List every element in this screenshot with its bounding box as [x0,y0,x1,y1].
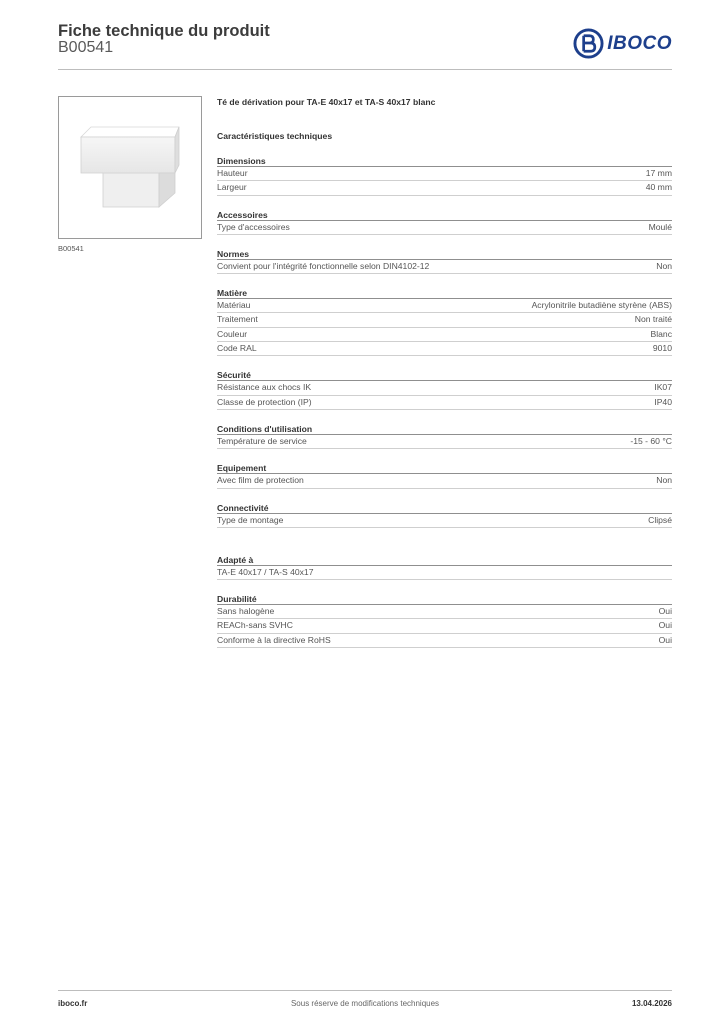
spec-value: Non traité [634,314,672,325]
logo-text: IBOCO [607,32,672,54]
section-durabilite [217,593,672,648]
spec-row [217,167,672,181]
product-reference: B00541 [58,39,114,56]
spec-label: Couleur [217,328,248,339]
section-securite [217,369,672,410]
section-equipement [217,462,672,488]
document-date: 13.04.2026 [631,999,672,1008]
spec-value: Moulé [648,221,672,232]
spec-label: TA-E 40x17 / TA-S 40x17 [217,566,314,577]
spec-label: Matériau [217,300,251,311]
spec-row [217,260,672,274]
spec-value: Non [656,475,672,486]
section-title: Accessoires [217,209,672,221]
spec-row [217,221,672,235]
section-title: Matière [217,287,672,299]
spec-label: Largeur [217,182,247,193]
spec-label: Température de service [217,435,307,446]
section-connectivite [217,502,672,528]
spec-row [217,435,672,449]
disclaimer-text: Sous réserve de modifications techniques [290,999,440,1008]
page-header [58,20,672,70]
iboco-logo [573,28,672,59]
page-title: Fiche technique du produit [58,22,270,40]
characteristics-heading: Caractéristiques techniques [217,131,333,141]
spec-label: Sans halogène [217,606,275,617]
spec-row [217,396,672,410]
spec-row [217,313,672,327]
product-photo-icon [59,97,201,238]
spec-row [217,381,672,395]
spec-label: Type d'accessoires [217,221,290,232]
spec-value: Oui [658,634,672,645]
spec-row [217,181,672,195]
website-link[interactable]: iboco.fr [58,999,88,1008]
section-conditions [217,423,672,449]
spec-row [217,299,672,313]
section-title: Connectivité [217,502,672,514]
iboco-logo-icon [573,28,604,59]
spec-row [217,605,672,619]
spec-value: 9010 [652,343,672,354]
spec-value: Acrylonitrile butadiène styrène (ABS) [531,300,672,311]
section-title: Equipement [217,462,672,474]
spec-row [217,514,672,528]
spec-label: Convient pour l'intégrité fonctionnelle selon DIN4102-12 [217,260,430,271]
page-footer [58,990,672,1008]
spec-label: Code RAL [217,343,257,354]
spec-value: 40 mm [645,182,672,193]
spec-label: Conforme à la directive RoHS [217,634,331,645]
section-dimensions [217,155,672,196]
spec-value: IK07 [654,382,672,393]
spec-value: Oui [658,606,672,617]
spec-label: Hauteur [217,168,248,178]
spec-label: Résistance aux chocs IK [217,382,312,393]
section-title: Dimensions [217,155,672,167]
section-matiere [217,287,672,356]
spec-row [217,566,672,580]
section-title: Sécurité [217,369,672,381]
spec-content [217,96,672,648]
spec-value: 17 mm [645,168,672,178]
spec-row [217,634,672,648]
product-name: Té de dérivation pour TA-E 40x17 et TA-S 40x17 blanc [217,97,436,107]
spec-row [217,619,672,633]
section-accessoires [217,209,672,235]
spec-row [217,328,672,342]
spec-value: Oui [658,620,672,631]
spec-value: Non [656,260,672,271]
section-title: Normes [217,248,672,260]
image-caption: B00541 [58,244,84,253]
section-normes [217,248,672,274]
spec-row [217,474,672,488]
spec-label: Traitement [217,314,258,325]
spec-row [217,342,672,356]
spec-label: Classe de protection (IP) [217,396,312,407]
section-title: Conditions d'utilisation [217,423,672,435]
section-title: Durabilité [217,593,672,605]
spec-value: -15 - 60 °C [630,435,672,446]
section-title: Adapté à [217,554,672,566]
product-image-frame [58,96,202,239]
spec-value: Clipsé [648,514,672,525]
spec-label: Avec film de protection [217,475,304,486]
spec-value: IP40 [654,396,672,407]
spec-label: Type de montage [217,514,284,525]
spec-label: REACh-sans SVHC [217,620,293,631]
spec-value: Blanc [650,328,672,339]
section-adapte [217,554,672,580]
